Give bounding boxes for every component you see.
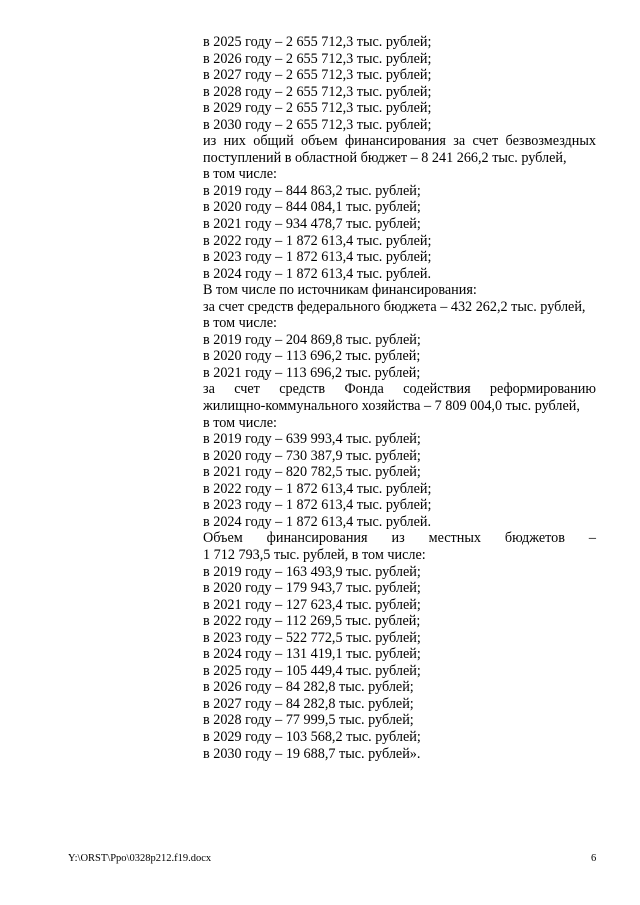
text-line: в 2030 году – 19 688,7 тыс. рублей». (203, 745, 421, 762)
text-line: в 2019 году – 204 869,8 тыс. рублей; (203, 331, 421, 348)
text-line: за счет средств федерального бюджета – 432 262,2 тыс. рублей, (203, 298, 586, 315)
text-line: в 2023 году – 522 772,5 тыс. рублей; (203, 629, 421, 646)
text-line: в 2030 году – 2 655 712,3 тыс. рублей; (203, 116, 432, 133)
text-line: в 2026 году – 84 282,8 тыс. рублей; (203, 679, 414, 696)
text-line: Объем финансирования из местных бюджетов – (203, 530, 596, 547)
text-line: в 2021 году – 820 782,5 тыс. рублей; (203, 464, 421, 481)
text-line: из них общий объем финансирования за счет безвозмездных (203, 133, 596, 150)
text-line: в 2021 году – 934 478,7 тыс. рублей; (203, 216, 421, 233)
text-line: в том числе: (203, 315, 277, 332)
text-line: в 2023 году – 1 872 613,4 тыс. рублей; (203, 497, 432, 514)
text-line: в 2028 году – 77 999,5 тыс. рублей; (203, 712, 414, 729)
text-line: в 2025 году – 2 655 712,3 тыс. рублей; (203, 34, 432, 50)
text-line: в 2024 году – 1 872 613,4 тыс. рублей. (203, 265, 432, 282)
text-line: в 2029 году – 103 568,2 тыс. рублей; (203, 728, 421, 745)
text-line: В том числе по источникам финансирования: (203, 282, 477, 299)
text-line: жилищно-коммунального хозяйства – 7 809 004,0 тыс. рублей, (203, 398, 580, 415)
text-line: в 2027 году – 2 655 712,3 тыс. рублей; (203, 67, 432, 84)
text-line: в 2019 году – 163 493,9 тыс. рублей; (203, 563, 421, 580)
text-line: 1 712 793,5 тыс. рублей, в том числе: (203, 546, 426, 563)
text-line: в 2029 году – 2 655 712,3 тыс. рублей; (203, 100, 432, 117)
text-line: в 2020 году – 730 387,9 тыс. рублей; (203, 447, 421, 464)
page-number: 6 (591, 853, 597, 864)
footer-file-path: Y:\ORST\Ppo\0328p212.f19.docx (68, 853, 212, 864)
text-line: в 2020 году – 113 696,2 тыс. рублей; (203, 348, 421, 365)
text-line: в 2022 году – 1 872 613,4 тыс. рублей; (203, 232, 432, 249)
text-line: в 2026 году – 2 655 712,3 тыс. рублей; (203, 50, 432, 67)
text-line: в 2019 году – 844 863,2 тыс. рублей; (203, 182, 421, 199)
text-line: в 2022 году – 112 269,5 тыс. рублей; (203, 613, 421, 630)
text-line: в 2019 году – 639 993,4 тыс. рублей; (203, 431, 421, 448)
text-line: в 2023 году – 1 872 613,4 тыс. рублей; (203, 249, 432, 266)
text-line: в 2021 году – 113 696,2 тыс. рублей; (203, 364, 421, 381)
text-line: в 2028 году – 2 655 712,3 тыс. рублей; (203, 83, 432, 100)
text-line: в 2024 году – 1 872 613,4 тыс. рублей. (203, 513, 432, 530)
text-line: за счет средств Фонда содействия реформированию (203, 381, 596, 398)
text-line: в том числе: (203, 414, 277, 431)
text-line: в 2022 году – 1 872 613,4 тыс. рублей; (203, 480, 432, 497)
text-line: в 2020 году – 844 084,1 тыс. рублей; (203, 199, 421, 216)
text-line: в 2024 году – 131 419,1 тыс. рублей; (203, 646, 421, 663)
text-line: в том числе: (203, 166, 277, 183)
text-line: в 2021 году – 127 623,4 тыс. рублей; (203, 596, 421, 613)
document-body-text (203, 34, 596, 762)
text-line: поступлений в областной бюджет – 8 241 266,2 тыс. рублей, (203, 149, 567, 166)
text-line: в 2020 году – 179 943,7 тыс. рублей; (203, 580, 421, 597)
text-line: в 2025 году – 105 449,4 тыс. рублей; (203, 662, 421, 679)
text-line: в 2027 году – 84 282,8 тыс. рублей; (203, 695, 414, 712)
